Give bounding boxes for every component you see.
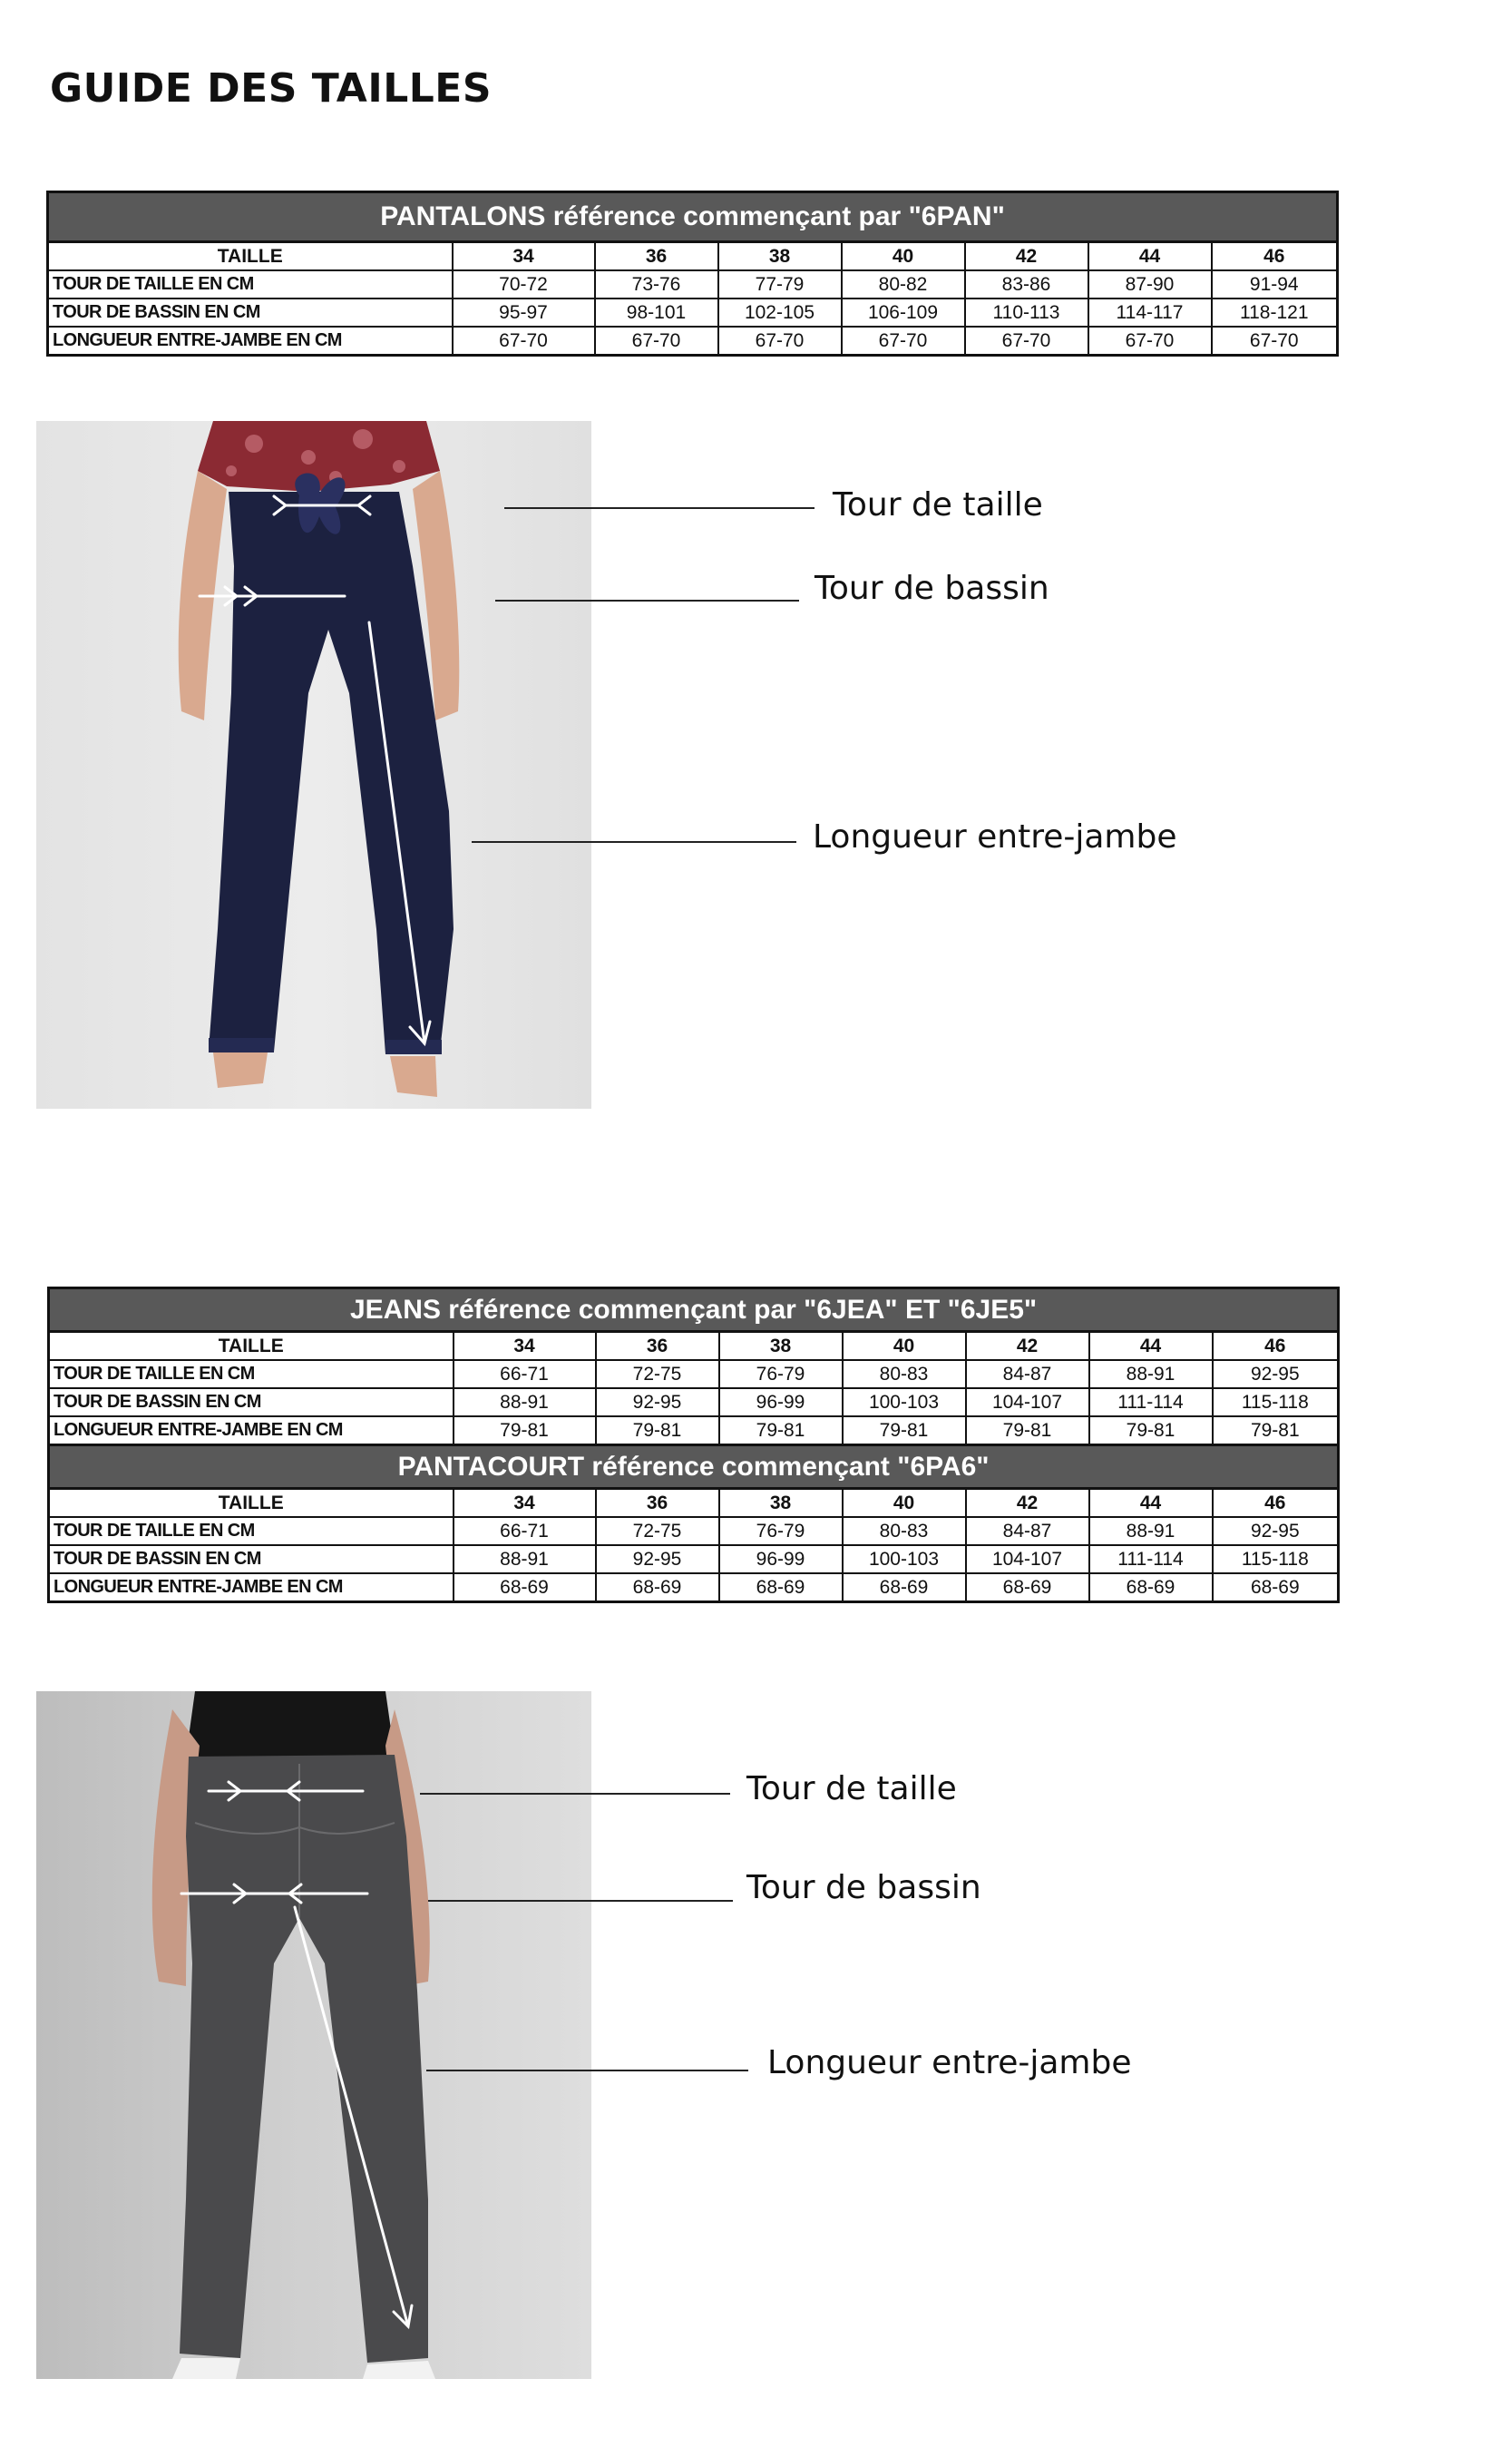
size-cell: 36 (596, 1332, 719, 1361)
table-cell: 104-107 (966, 1388, 1089, 1416)
callout-line-hip (495, 600, 799, 602)
size-label: TAILLE (49, 1489, 454, 1518)
table-cell: 67-70 (965, 327, 1088, 356)
label-tour-de-taille: Tour de taille (833, 486, 1043, 524)
row-label: TOUR DE TAILLE EN CM (48, 270, 453, 299)
table-cell: 68-69 (596, 1573, 719, 1602)
table-row (49, 1360, 1339, 1388)
size-cell: 36 (595, 242, 718, 271)
table-cell: 100-103 (843, 1545, 966, 1573)
size-cell: 42 (965, 242, 1088, 271)
table-cell: 114-117 (1088, 299, 1212, 327)
size-cell: 34 (454, 1489, 596, 1518)
table-cell: 80-82 (842, 270, 965, 299)
table-cell: 68-69 (1089, 1573, 1213, 1602)
table-cell: 67-70 (842, 327, 965, 356)
table-row (48, 327, 1338, 356)
row-label: LONGUEUR ENTRE-JAMBE EN CM (48, 327, 453, 356)
size-cell: 40 (842, 242, 965, 271)
table-cell: 67-70 (1088, 327, 1212, 356)
size-cell: 42 (966, 1332, 1089, 1361)
table-cell: 79-81 (843, 1416, 966, 1445)
table-cell: 68-69 (454, 1573, 596, 1602)
table-cell: 79-81 (1213, 1416, 1339, 1445)
size-cell: 38 (719, 1489, 843, 1518)
size-label: TAILLE (48, 242, 453, 271)
table-cell: 68-69 (1213, 1573, 1339, 1602)
table-cell: 66-71 (454, 1517, 596, 1545)
table-cell: 79-81 (966, 1416, 1089, 1445)
table-cell: 67-70 (595, 327, 718, 356)
table-cell: 79-81 (454, 1416, 596, 1445)
table-cell: 84-87 (966, 1517, 1089, 1545)
size-cell: 46 (1212, 242, 1338, 271)
pantacourt-table-header: PANTACOURT référence commençant "6PA6" (49, 1445, 1339, 1489)
table-cell: 102-105 (718, 299, 842, 327)
table-cell: 88-91 (1089, 1360, 1213, 1388)
table-cell: 67-70 (1212, 327, 1338, 356)
table-row (49, 1388, 1339, 1416)
table-cell: 68-69 (719, 1573, 843, 1602)
table-cell: 88-91 (454, 1545, 596, 1573)
pantalons-size-table (46, 191, 1339, 357)
table-cell: 72-75 (596, 1360, 719, 1388)
table-cell: 96-99 (719, 1545, 843, 1573)
callout-line-waist (504, 507, 815, 509)
callout-line-waist (420, 1793, 730, 1795)
size-row (49, 1489, 1339, 1518)
label-longueur-entre-jambe: Longueur entre-jambe (813, 818, 1177, 856)
size-cell: 34 (453, 242, 595, 271)
table-cell: 100-103 (843, 1388, 966, 1416)
table-cell: 92-95 (1213, 1517, 1339, 1545)
table-row (48, 299, 1338, 327)
table-cell: 67-70 (718, 327, 842, 356)
table-cell: 96-99 (719, 1388, 843, 1416)
table-cell: 68-69 (966, 1573, 1089, 1602)
label-tour-de-bassin: Tour de bassin (746, 1869, 981, 1906)
jeans-table-header: JEANS référence commençant par "6JEA" ET "6JE5" (49, 1288, 1339, 1332)
size-cell: 36 (596, 1489, 719, 1518)
size-label: TAILLE (49, 1332, 454, 1361)
size-row (48, 242, 1338, 271)
table-cell: 95-97 (453, 299, 595, 327)
table-cell: 80-83 (843, 1360, 966, 1388)
table-cell: 106-109 (842, 299, 965, 327)
size-cell: 40 (843, 1332, 966, 1361)
jeans-pantacourt-size-table (47, 1287, 1340, 1603)
table-cell: 72-75 (596, 1517, 719, 1545)
table-cell: 73-76 (595, 270, 718, 299)
table-cell: 66-71 (454, 1360, 596, 1388)
table-cell: 67-70 (453, 327, 595, 356)
table-cell: 79-81 (719, 1416, 843, 1445)
table-row (49, 1573, 1339, 1602)
callout-line-inseam (426, 2070, 748, 2071)
table-cell: 91-94 (1212, 270, 1338, 299)
size-cell: 44 (1089, 1332, 1213, 1361)
table-cell: 76-79 (719, 1360, 843, 1388)
table-cell: 70-72 (453, 270, 595, 299)
table-cell: 79-81 (596, 1416, 719, 1445)
pantalons-table-header: PANTALONS référence commençant par "6PAN" (48, 192, 1338, 242)
table-cell: 88-91 (1089, 1517, 1213, 1545)
size-cell: 38 (718, 242, 842, 271)
table-cell: 88-91 (454, 1388, 596, 1416)
row-label: TOUR DE TAILLE EN CM (49, 1517, 454, 1545)
row-label: LONGUEUR ENTRE-JAMBE EN CM (49, 1416, 454, 1445)
label-tour-de-bassin: Tour de bassin (815, 570, 1049, 607)
table-cell: 92-95 (1213, 1360, 1339, 1388)
table-cell: 83-86 (965, 270, 1088, 299)
size-cell: 44 (1088, 242, 1212, 271)
page-title: GUIDE DES TAILLES (50, 65, 493, 112)
table-cell: 115-118 (1213, 1388, 1339, 1416)
table-cell: 79-81 (1089, 1416, 1213, 1445)
size-cell: 38 (719, 1332, 843, 1361)
table-cell: 110-113 (965, 299, 1088, 327)
size-cell: 40 (843, 1489, 966, 1518)
row-label: TOUR DE BASSIN EN CM (48, 299, 453, 327)
table-cell: 115-118 (1213, 1545, 1339, 1573)
label-tour-de-taille: Tour de taille (746, 1770, 957, 1807)
table-cell: 80-83 (843, 1517, 966, 1545)
row-label: TOUR DE BASSIN EN CM (49, 1388, 454, 1416)
table-cell: 92-95 (596, 1388, 719, 1416)
table-cell: 118-121 (1212, 299, 1338, 327)
table-row (49, 1416, 1339, 1445)
size-cell: 46 (1213, 1489, 1339, 1518)
row-label: TOUR DE BASSIN EN CM (49, 1545, 454, 1573)
size-row (49, 1332, 1339, 1361)
callout-line-hip (428, 1900, 733, 1902)
table-row (49, 1545, 1339, 1573)
row-label: TOUR DE TAILLE EN CM (49, 1360, 454, 1388)
table-row (49, 1517, 1339, 1545)
table-cell: 76-79 (719, 1517, 843, 1545)
pantalon-model-photo (36, 421, 591, 1109)
table-row (48, 270, 1338, 299)
label-longueur-entre-jambe: Longueur entre-jambe (767, 2044, 1132, 2081)
callout-line-inseam (472, 841, 796, 843)
size-cell: 34 (454, 1332, 596, 1361)
size-cell: 46 (1213, 1332, 1339, 1361)
table-cell: 111-114 (1089, 1388, 1213, 1416)
table-cell: 68-69 (843, 1573, 966, 1602)
table-cell: 77-79 (718, 270, 842, 299)
table-cell: 104-107 (966, 1545, 1089, 1573)
row-label: LONGUEUR ENTRE-JAMBE EN CM (49, 1573, 454, 1602)
table-cell: 98-101 (595, 299, 718, 327)
size-cell: 42 (966, 1489, 1089, 1518)
table-cell: 84-87 (966, 1360, 1089, 1388)
size-cell: 44 (1089, 1489, 1213, 1518)
table-cell: 87-90 (1088, 270, 1212, 299)
table-cell: 92-95 (596, 1545, 719, 1573)
table-cell: 111-114 (1089, 1545, 1213, 1573)
pantalon-illustration (36, 421, 591, 1109)
